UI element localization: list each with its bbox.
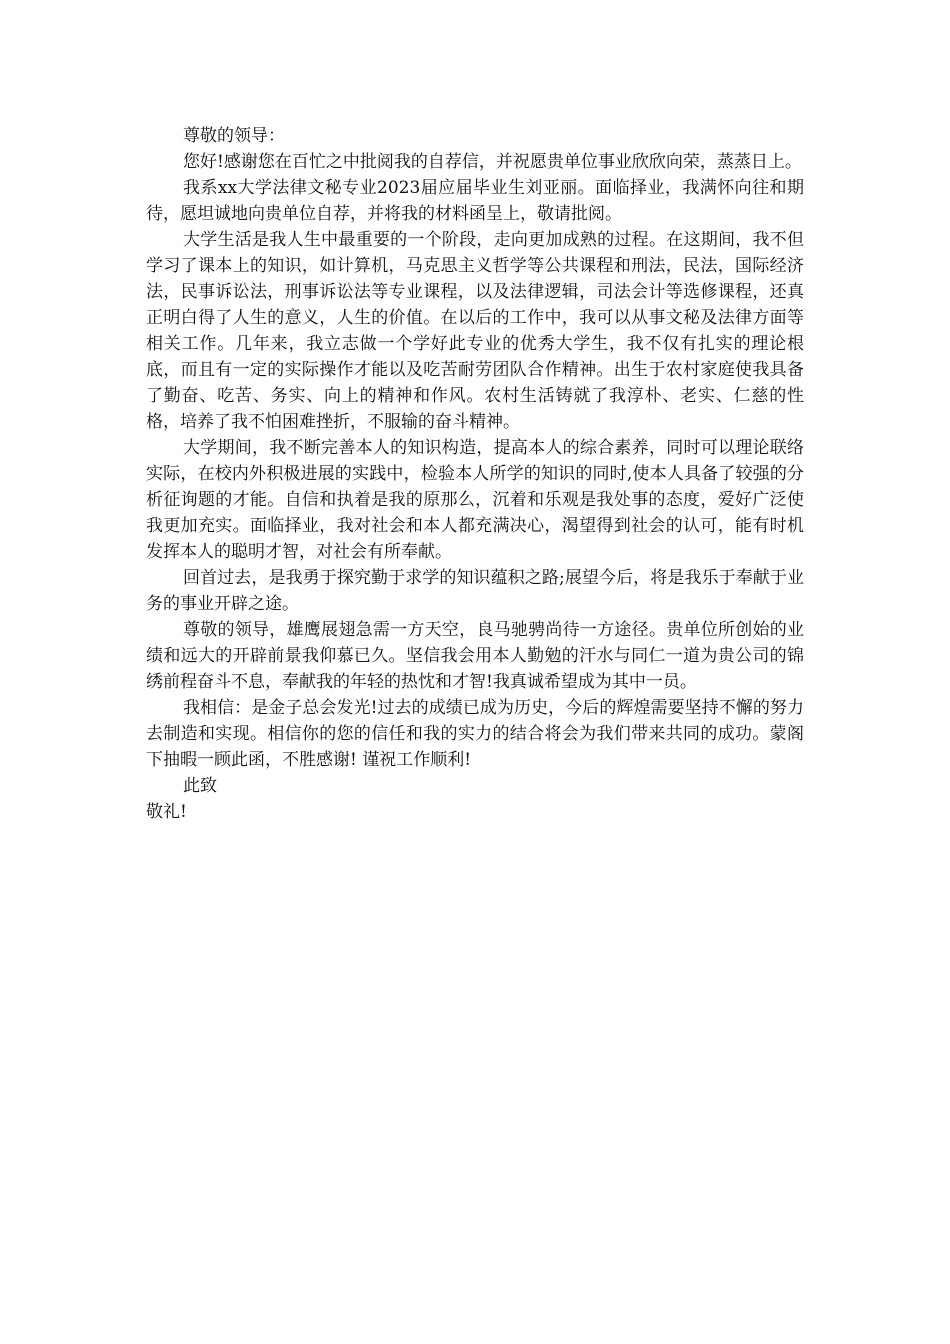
closing-line-2: 敬礼!	[146, 802, 187, 822]
paragraph-belief: 我相信：是金子总会发光!过去的成绩已成为历史，今后的辉煌需要坚持不懈的努力去制造和实现。相信你的您的信任和我的实力的结合将会为我们带来共同的成功。蒙阁下抽暇一顾此函，不胜感谢! 谨祝工作顺利!	[146, 698, 804, 770]
paragraph-aspiration: 尊敬的领导，雄鹰展翅急需一方天空，良马驰骋尚待一方途径。贵单位所创始的业绩和远大的开辟前景我仰慕已久。坚信我会用本人勤勉的汗水与同仁一道为贵公司的锦绣前程奋斗不息，奉献我的年轻的热忱和才智!我真诚希望成为其中一员。	[146, 620, 804, 692]
letter-body	[146, 123, 804, 825]
paragraph-greeting: 您好!感谢您在百忙之中批阅我的自荐信，并祝愿贵单位事业欣欣向荣，蒸蒸日上。	[183, 152, 802, 172]
salutation: 尊敬的领导：	[183, 126, 285, 146]
paragraph-university-life: 大学生活是我人生中最重要的一个阶段，走向更加成熟的过程。在这期间，我不但学习了课本上的知识，如计算机，马克思主义哲学等公共课程和刑法，民法，国际经济法，民事诉讼法，刑事诉讼法等专业课程，以及法律逻辑，司法会计等选修课程，还真正明白得了人生的意义，人生的价值。在以后的工作中，我可以从事文秘及法律方面等相关工作。几年来，我立志做一个学好此专业的优秀大学生，我不仅有扎实的理论根底，而且有一定的实际操作才能以及吃苦耐劳团队合作精神。出生于农村家庭使我具备了勤奋、吃苦、务实、向上的精神和作风。农村生活铸就了我淳朴、老实、仁慈的性格，培养了我不怕困难挫折，不服输的奋斗精神。	[146, 230, 804, 432]
paragraph-university-period: 大学期间，我不断完善本人的知识构造，提高本人的综合素养，同时可以理论联络实际，在校内外积极进展的实践中，检验本人所学的知识的同时,使本人具备了较强的分析征询题的才能。自信和执着是我的原那么，沉着和乐观是我处事的态度，爱好广泛使我更加充实。面临择业，我对社会和本人都充满决心，渴望得到社会的认可，能有时机发挥本人的聪明才智，对社会有所奉献。	[146, 438, 804, 562]
paragraph-introduction: 我系xx大学法律文秘专业2023届应届毕业生刘亚丽。面临择业，我满怀向往和期待，愿坦诚地向贵单位自荐，并将我的材料函呈上，敬请批阅。	[146, 178, 804, 224]
closing-line-1: 此致	[183, 776, 217, 796]
paragraph-retrospect: 回首过去，是我勇于探究勤于求学的知识蕴积之路;展望今后，将是我乐于奉献于业务的事业开辟之途。	[146, 568, 804, 614]
